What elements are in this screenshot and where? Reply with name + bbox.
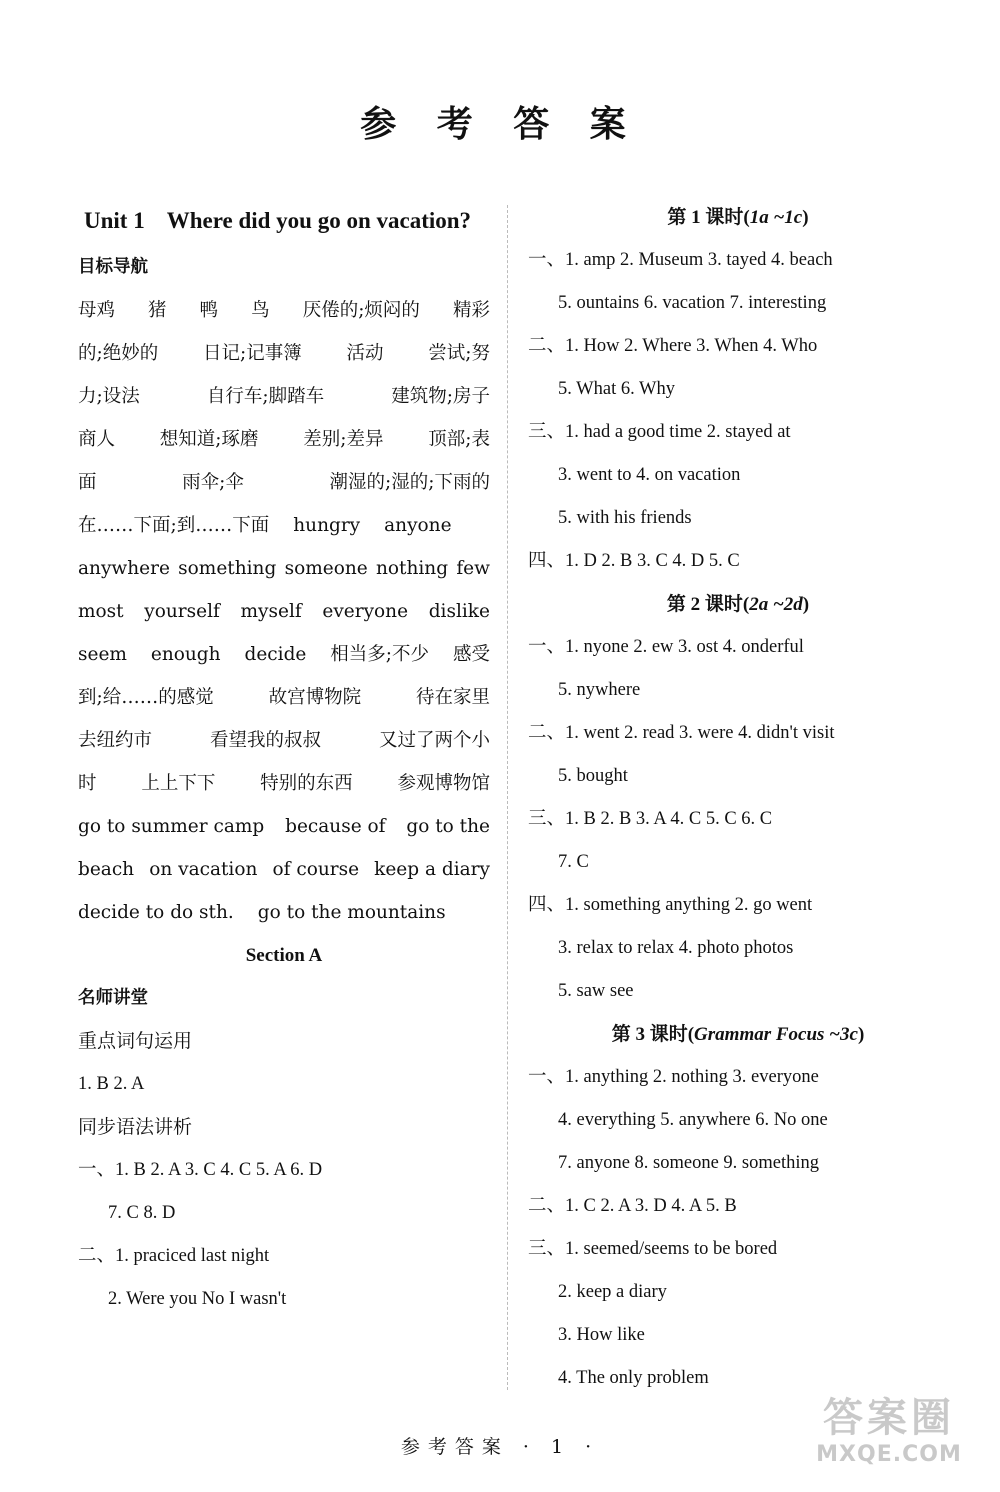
answer-line: 3. went to 4. on vacation — [558, 465, 741, 485]
answer-line: 一、1. B 2. A 3. C 4. C 5. A 6. D — [78, 1160, 323, 1180]
vocab-item: go to the — [406, 816, 490, 837]
answer-line: 1. B 2. A — [78, 1074, 145, 1094]
unit-title — [84, 196, 490, 246]
lesson-heading — [528, 1013, 948, 1056]
watermark-logo — [794, 1394, 984, 1480]
vocab-item: enough — [150, 644, 221, 665]
vocab-item: 日记;记事簿 — [202, 343, 302, 364]
teacher-heading: 名师讲堂 — [78, 988, 148, 1008]
vocab-item: 看望我的叔叔 — [209, 730, 321, 751]
answer-line: 2. keep a diary — [558, 1282, 667, 1302]
page-title: 参 考 答 案 — [360, 104, 640, 145]
answer-line: 5. What 6. Why — [558, 379, 675, 399]
vocab-item: 厌倦的;烦闷的 — [302, 300, 420, 321]
vocab-item: something — [178, 558, 277, 579]
answer-line: 5. saw see — [558, 981, 634, 1001]
vocab-line — [78, 891, 490, 934]
vocab-item: myself — [240, 601, 302, 622]
vocab-line — [78, 676, 490, 719]
column-divider — [507, 205, 508, 1390]
answer-line: 二、1. went 2. read 3. were 4. didn't visit — [528, 723, 835, 743]
vocab-line — [78, 805, 490, 848]
lesson2-answers — [528, 626, 948, 1013]
vocab-item: 相当多;不少 — [330, 644, 430, 665]
vocab-item: 潮湿的;湿的;下雨的 — [329, 472, 490, 493]
lesson-label: 第 2 课时( — [666, 594, 750, 615]
vocab-item: go to summer camp — [78, 816, 265, 837]
vocab-line — [78, 332, 490, 375]
vocab-item: anywhere — [78, 558, 170, 579]
vocab-line — [78, 375, 490, 418]
vocab-item: of course — [272, 859, 360, 880]
vocab-item: 母鸡 — [78, 300, 116, 321]
vocab-line — [78, 418, 490, 461]
answer-line: 5. with his friends — [558, 508, 692, 528]
vocab-item: 想知道;琢磨 — [159, 429, 259, 450]
vocab-item: 感受 — [452, 644, 490, 665]
vocab-item: because of — [285, 816, 386, 837]
vocab-block — [78, 289, 490, 934]
vocab-item: 又过了两个小 — [378, 730, 490, 751]
page-footer: 参考答案 · 1 · — [400, 1436, 600, 1458]
vocab-item: 去纽约市 — [78, 730, 153, 751]
vocab-line — [78, 504, 490, 547]
answer-line: 一、1. anything 2. nothing 3. everyone — [528, 1067, 819, 1087]
vocab-item: 上上下下 — [141, 773, 216, 794]
grammar-subheading: 同步语法讲析 — [78, 1116, 193, 1138]
vocab-item: 自行车;脚踏车 — [206, 386, 325, 407]
vocab-item: 力;设法 — [78, 386, 140, 407]
lesson-paren: ) — [802, 594, 810, 615]
answer-line: 三、1. seemed/seems to be bored — [528, 1239, 778, 1259]
vocab-item: go to the mountains — [257, 902, 446, 923]
vocab-line — [78, 762, 490, 805]
answer-line: 4. everything 5. anywhere 6. No one — [558, 1110, 828, 1130]
vocab-item: 在……下面;到……下面 — [78, 515, 270, 536]
vocab-line — [78, 547, 490, 590]
key-subheading: 重点词句运用 — [78, 1030, 193, 1052]
vocab-item: nothing — [375, 558, 449, 579]
answer-line: 5. nywhere — [558, 680, 641, 700]
lesson-range: Grammar Focus ~3c — [694, 1024, 858, 1045]
answer-line: 2. Were you No I wasn't — [108, 1289, 287, 1309]
vocab-item: 雨伞;伞 — [182, 472, 244, 493]
answer-line: 三、1. B 2. B 3. A 4. C 5. C 6. C — [528, 809, 773, 829]
vocab-item: 商人 — [78, 429, 116, 450]
vocab-item: 到;给……的感觉 — [78, 687, 214, 708]
vocab-item: 尝试;努 — [428, 343, 490, 364]
answer-line: 5. ountains 6. vacation 7. interesting — [558, 293, 827, 313]
vocab-item: 精彩 — [452, 300, 490, 321]
vocab-item: hungry — [293, 515, 361, 536]
vocab-line — [78, 848, 490, 891]
vocab-item: seem — [78, 644, 127, 665]
vocab-item: on vacation — [149, 859, 258, 880]
answer-line: 7. anyone 8. someone 9. something — [558, 1153, 820, 1173]
vocab-item: everyone — [322, 601, 409, 622]
lesson-range: 1a ~1c — [749, 207, 803, 228]
section-heading: Section A — [245, 945, 323, 966]
vocab-item: 面 — [78, 472, 97, 493]
vocab-item: few — [456, 558, 490, 579]
vocab-item: beach — [78, 859, 135, 880]
vocab-line — [78, 289, 490, 332]
answer-line: 5. bought — [558, 766, 628, 786]
lesson-label: 第 3 课时( — [611, 1024, 695, 1045]
answer-line: 二、1. praciced last night — [78, 1246, 270, 1266]
answer-line: 一、1. amp 2. Museum 3. tayed 4. beach — [528, 250, 833, 270]
answer-line: 7. C — [558, 852, 589, 872]
answer-line: 3. relax to relax 4. photo photos — [558, 938, 794, 958]
lesson1-answers — [528, 239, 948, 583]
vocab-line — [78, 719, 490, 762]
lesson-label: 第 1 课时( — [667, 207, 750, 228]
answer-line: 3. How like — [558, 1325, 645, 1345]
target-heading: 目标导航 — [78, 257, 148, 277]
lesson3-answers — [528, 1056, 948, 1400]
vocab-item: dislike — [428, 601, 490, 622]
vocab-item: most — [78, 601, 124, 622]
vocab-item: keep a diary — [374, 859, 490, 880]
answer-line: 四、1. something anything 2. go went — [528, 895, 813, 915]
vocab-item: 建筑物;房子 — [391, 386, 490, 407]
vocab-item: 故宫博物院 — [268, 687, 362, 708]
answer-line: 四、1. D 2. B 3. C 4. D 5. C — [528, 551, 740, 571]
unit-number: Unit 1 — [84, 208, 145, 233]
vocab-item: 鸟 — [251, 300, 270, 321]
answer-line: 4. The only problem — [558, 1368, 709, 1388]
right-column — [528, 196, 948, 1400]
unit-name: Where did you go on vacation? — [166, 208, 472, 233]
left-column — [78, 196, 490, 1321]
vocab-item: yourself — [144, 601, 220, 622]
vocab-item: 顶部;表 — [428, 429, 490, 450]
answer-line: 二、1. How 2. Where 3. When 4. Who — [528, 336, 818, 356]
watermark-bottom: MXQE.COM — [816, 1442, 962, 1467]
answer-line: 一、1. nyone 2. ew 3. ost 4. onderful — [528, 637, 804, 657]
vocab-item: 的;绝妙的 — [78, 343, 159, 364]
vocab-line — [78, 461, 490, 504]
vocab-item: decide — [244, 644, 307, 665]
vocab-item: 时 — [78, 773, 97, 794]
vocab-item: decide to do sth. — [78, 902, 234, 923]
watermark-top: 答案圈 — [823, 1395, 955, 1441]
answer-line: 三、1. had a good time 2. stayed at — [528, 422, 791, 442]
vocab-item: 活动 — [346, 343, 384, 364]
answer-line: 二、1. C 2. A 3. D 4. A 5. B — [528, 1196, 737, 1216]
vocab-item: 差别;差异 — [303, 429, 384, 450]
vocab-item: 鸭 — [199, 300, 219, 321]
lesson-paren: ) — [802, 207, 809, 228]
answer-line: 7. C 8. D — [108, 1203, 176, 1223]
vocab-line — [78, 590, 490, 633]
lesson-heading — [528, 196, 948, 239]
vocab-item: 特别的东西 — [260, 773, 353, 794]
lesson-range: 2a ~2d — [749, 594, 803, 615]
vocab-item: 参观博物馆 — [397, 773, 490, 794]
vocab-item: someone — [284, 558, 368, 579]
lesson-heading — [528, 583, 948, 626]
vocab-item: 待在家里 — [415, 687, 490, 708]
vocab-item: 猪 — [148, 300, 167, 321]
lesson-paren: ) — [857, 1024, 865, 1045]
vocab-line — [78, 633, 490, 676]
vocab-item: anyone — [384, 515, 452, 536]
